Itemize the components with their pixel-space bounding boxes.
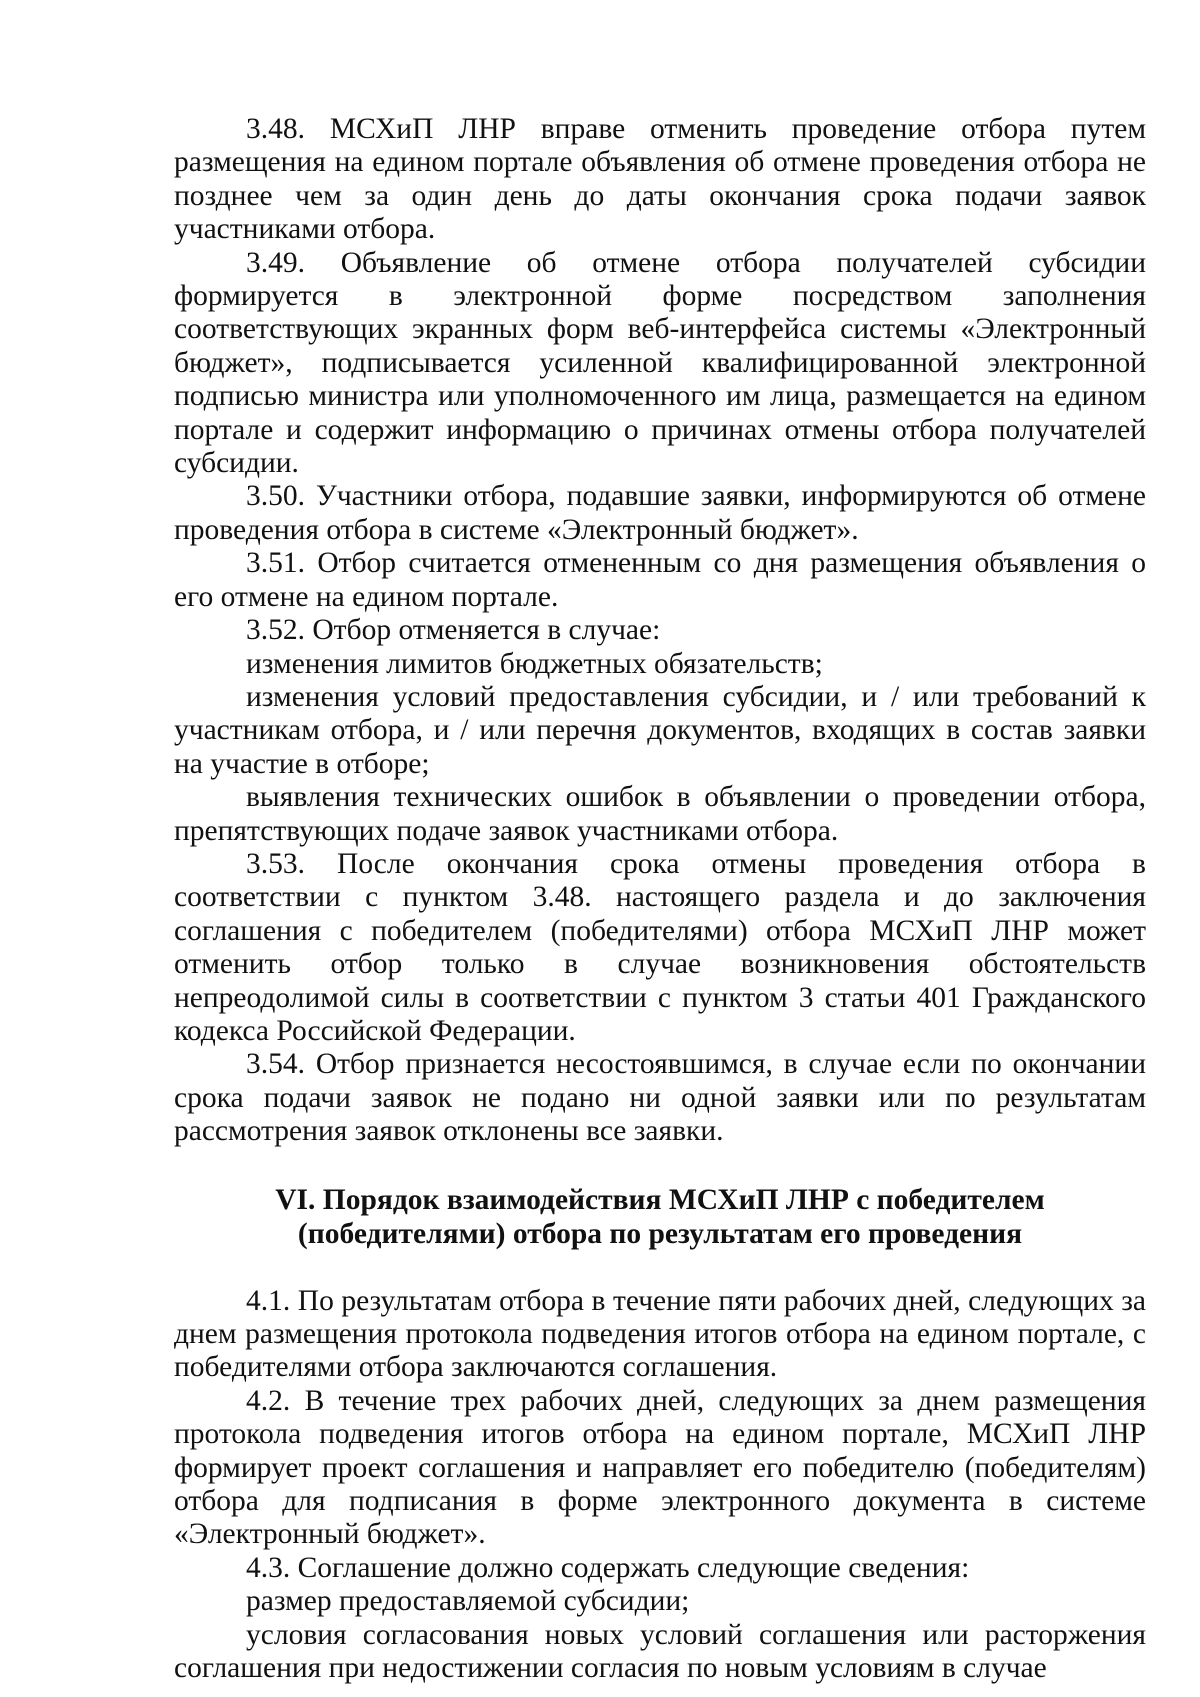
section-heading-line-2: (победителями) отбора по результатам его проведения	[297, 1217, 1023, 1250]
paragraph-4-3: 4.3. Соглашение должно содержать следующие сведения:	[246, 1551, 970, 1584]
paragraph-3-50: 3.50. Участники отбора, подавшие заявки, информируются об отмене проведения отбора в системе «Электронный бюджет».	[174, 480, 1146, 546]
paragraph-4-3-item-2: условия согласования новых условий соглашения или расторжения соглашения при недостижении согласия по новым условиям в случае	[174, 1618, 1146, 1685]
paragraph-3-49: 3.49. Объявление об отмене отбора получателей субсидии формируется в электронной форме посредством заполнения соответствующих экранных форм веб-интерфейса системы «Электронный бюджет», подписывается усиленной квалифицированной электронной подписью министра или уполномоченного им лица, размещается на едином портале и содержит информацию о причинах отмены отбора получателей субсидии.	[174, 246, 1146, 480]
spacer	[174, 1251, 1146, 1285]
spacer	[174, 1149, 1146, 1183]
paragraph-3-54: 3.54. Отбор признается несостоявшимся, в случае если по окончании срока подачи заявок не подано ни одной заявки или по результатам рассмотрения заявок отклонены все заявки.	[174, 1048, 1146, 1148]
paragraph-4-3-item-1: размер предоставляемой субсидии;	[246, 1585, 690, 1618]
paragraph-3-52-item-3: выявления технических ошибок в объявлении о проведении отбора, препятствующих подаче заявок участниками отбора.	[174, 781, 1146, 847]
paragraph-3-52: 3.52. Отбор отменяется в случае:	[246, 614, 661, 647]
paragraph-3-48: 3.48. МСХиП ЛНР вправе отменить проведение отбора путем размещения на едином портале объявления об отмене проведения отбора не позднее чем за один день до даты окончания срока подачи заявок участниками отбора.	[174, 113, 1146, 246]
document-page	[174, 113, 1146, 1685]
paragraph-3-52-item-1: изменения лимитов бюджетных обязательств;	[246, 647, 823, 680]
paragraph-3-52-item-2: изменения условий предоставления субсидии, и / или требований к участникам отбора, и / или перечня документов, входящих в состав заявки на участие в отборе;	[174, 680, 1146, 780]
paragraph-4-2: 4.2. В течение трех рабочих дней, следующих за днем размещения протокола подведения итогов отбора на едином портале, МСХиП ЛНР формирует проект соглашения и направляет его победителю (победителям) отбора для подписания в форме электронного документа в системе «Электронный бюджет».	[174, 1384, 1146, 1551]
section-heading	[174, 1183, 1146, 1251]
paragraph-3-53: 3.53. После окончания срока отмены проведения отбора в соответствии с пунктом 3.48. настоящего раздела и до заключения соглашения с победителем (победителями) отбора МСХиП ЛНР может отменить отбор только в случае возникновения обстоятельств непреодолимой силы в соответствии с пунктом 3 статьи 401 Гражданского кодекса Российской Федерации.	[174, 847, 1146, 1047]
paragraph-4-1: 4.1. По результатам отбора в течение пяти рабочих дней, следующих за днем размещения протокола подведения итогов отбора на едином портале, с победителями отбора заключаются соглашения.	[174, 1284, 1146, 1384]
section-heading-line-1: VI. Порядок взаимодействия МСХиП ЛНР с победителем	[275, 1183, 1045, 1216]
paragraph-3-51: 3.51. Отбор считается отмененным со дня размещения объявления о его отмене на едином портале.	[174, 547, 1146, 613]
